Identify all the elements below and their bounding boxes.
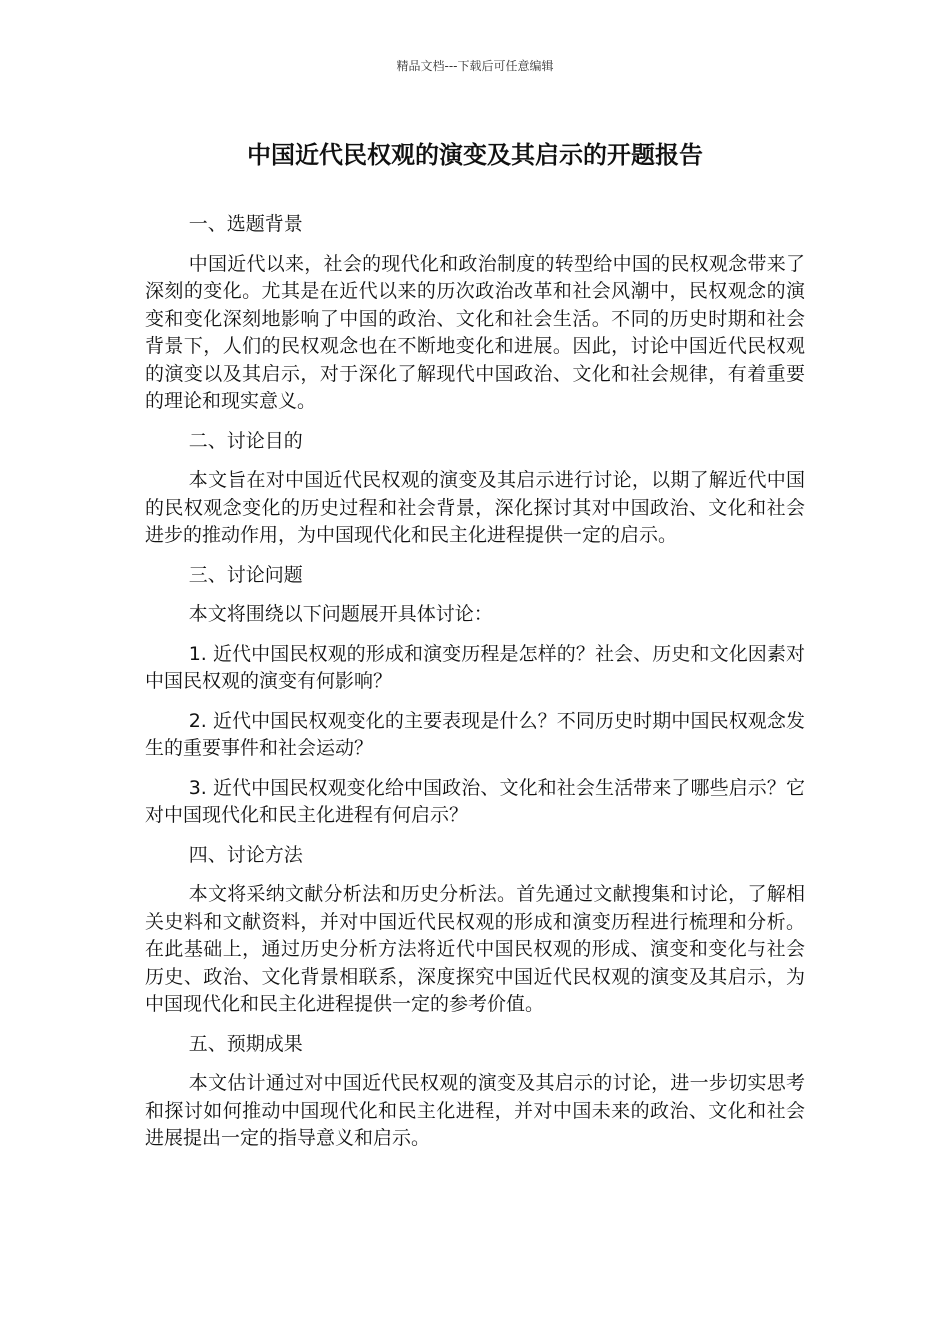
paragraph-background: 中国近代以来，社会的现代化和政治制度的转型给中国的民权观念带来了深刻的变化。尤其是在近代以来的历次政治改革和社会风潮中，民权观念的演变和变化深刻地影响了中国的政治、文化和社会生活。不同的历史时期和社会背景下，人们的民权观念也在不断地变化和进展。因此，讨论中国近代民权观的演变以及其启示，对于深化了解现代中国政治、文化和社会规律，有着重要的理论和现实意义。 xyxy=(145,252,805,412)
question-item-3: 3. 近代中国民权观变化给中国政治、文化和社会生活带来了哪些启示？它对中国现代化和民主化进程有何启示？ xyxy=(145,776,805,826)
section-heading-questions: 三、讨论问题 xyxy=(188,563,303,586)
paragraph-methods: 本文将采纳文献分析法和历史分析法。首先通过文献搜集和讨论，了解相关史料和文献资料，并对中国近代民权观的形成和演变历程进行梳理和分析。在此基础上，通过历史分析方法将近代中国民权观的形成、演变和变化与社会历史、政治、文化背景相联系，深度探究中国近代民权观的演变及其启示，为中国现代化和民主化进程提供一定的参考价值。 xyxy=(145,883,805,1015)
section-heading-outcomes: 五、预期成果 xyxy=(188,1032,303,1055)
section-heading-purpose: 二、讨论目的 xyxy=(188,429,303,452)
paragraph-purpose: 本文旨在对中国近代民权观的演变及其启示进行讨论，以期了解近代中国的民权观念变化的历史过程和社会背景，深化探讨其对中国政治、文化和社会进步的推动作用，为中国现代化和民主化进程提供一定的启示。 xyxy=(145,469,805,546)
question-item-1: 1. 近代中国民权观的形成和演变历程是怎样的？社会、历史和文化因素对中国民权观的演变有何影响？ xyxy=(145,642,805,692)
document-body xyxy=(145,211,805,1165)
document-title: 中国近代民权观的演变及其启示的开题报告 xyxy=(247,141,703,169)
paragraph-questions-intro: 本文将围绕以下问题展开具体讨论： xyxy=(188,603,493,625)
section-heading-methods: 四、讨论方法 xyxy=(188,843,303,866)
paragraph-outcomes: 本文估计通过对中国近代民权观的演变及其启示的讨论，进一步切实思考和探讨如何推动中国现代化和民主化进程，并对中国未来的政治、文化和社会进展提出一定的指导意义和启示。 xyxy=(145,1072,805,1149)
header-note: 精品文档---下载后可任意编辑 xyxy=(396,59,554,73)
question-item-2: 2. 近代中国民权观变化的主要表现是什么？不同历史时期中国民权观念发生的重要事件和社会运动？ xyxy=(145,709,805,759)
section-heading-background: 一、选题背景 xyxy=(188,213,303,235)
